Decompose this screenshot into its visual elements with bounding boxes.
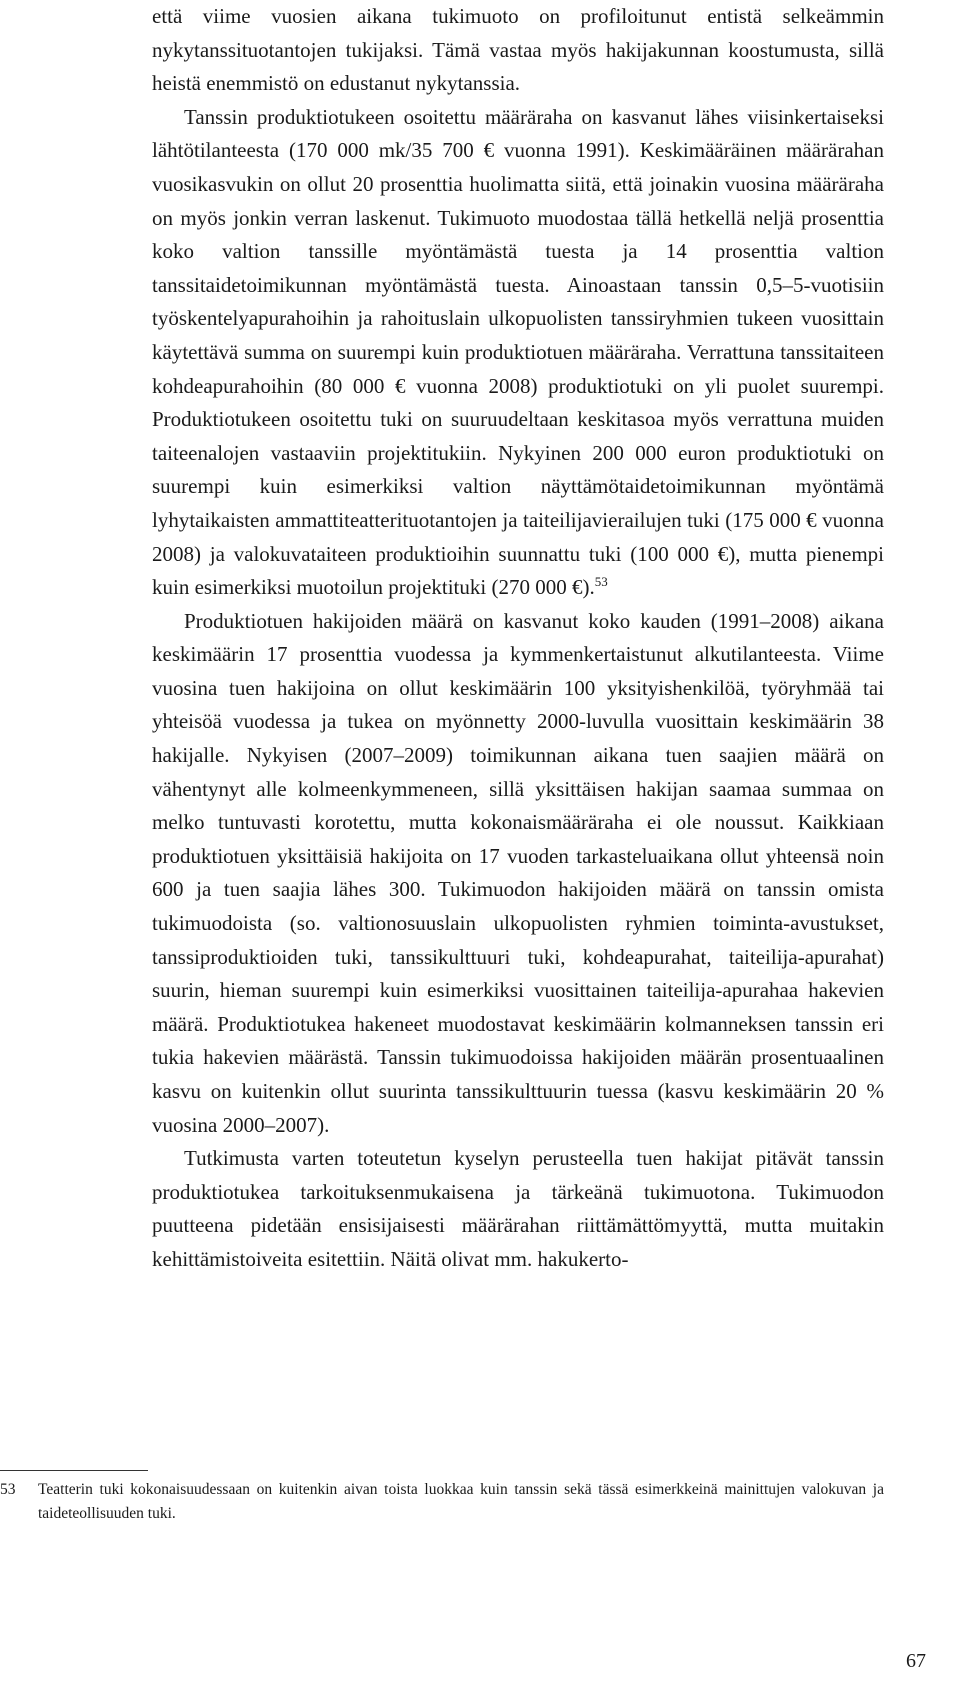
paragraph-2-text: Tanssin produktiotukeen osoitettu määräraha on kasvanut lähes viisinkertaiseksi lähtötilanteesta (170 000 mk/35 700 € vuonna 1991). Keskimääräinen määrärahan vuosikasvukin on ollut 20 prosenttia huolimatta siitä, että joinakin vuosina määräraha on myös jonkin verran laskenut. Tukimuoto muodostaa tällä hetkellä neljä prosenttia koko valtion tanssille myöntämästä tuesta ja 14 prosenttia valtion tanssitaidetoimikunnan myöntämästä tuesta. Ainoastaan tanssin 0,5–5-vuotisiin työskentelyapurahoihin ja rahoituslain ulkopuolisten tanssiryhmien tukeen vuosittain käytettävä summa on suurempi kuin produktiotuen määräraha. Verrattuna tanssitaiteen kohdeapurahoihin (80 000 € vuonna 2008) produktiotuki on yli puolet suurempi. Produktiotukeen osoitettu tuki on suuruudeltaan keskitasoa myös verrattuna muiden taiteenalojen vastaaviin projektitukiin. Nykyinen 200 000 euron produktiotuki on suurempi kuin esimerkiksi valtion näyttämötaidetoimikunnan myöntämä lyhytaikaisten ammattiteatterituotantojen ja taiteilijavierailujen tuki (175 000 € vuonna 2008) ja valokuvataiteen produktioihin suunnattu tuki (100 000 €), mutta pienempi kuin esimerkiksi muotoilun projektituki (270 000 €). xyxy=(152,104,884,600)
paragraph-4-text: Tutkimusta varten toteutetun kyselyn perusteella tuen hakijat pitävät tanssin produktiotukea tarkoituksenmukaisena ja tärkeänä tukimuotona. Tukimuodon puutteena pidetään ensisijaisesti määrärahan riittämättömyyttä, mutta muitakin kehittämistoiveita esitettiin. Näitä olivat mm. hakukerto- xyxy=(152,1146,884,1271)
body-text xyxy=(152,0,884,1277)
footnote-reference[interactable]: 53 xyxy=(594,574,608,590)
paragraph-1 xyxy=(152,0,884,101)
footnote-text: Teatterin tuki kokonaisuudessaan on kuitenkin aivan toista luokkaa kuin tanssin sekä tässä esimerkkeinä mainittujen valokuvan ja taideteollisuuden tuki. xyxy=(38,1481,884,1522)
paragraph-4 xyxy=(152,1142,884,1276)
footnote-number: 53 xyxy=(0,1481,16,1498)
paragraph-3-text: Produktiotuen hakijoiden määrä on kasvanut koko kauden (1991–2008) aikana keskimäärin 17 prosenttia vuodessa ja kymmenkertaistunut alkutilanteesta. Viime vuosina tuen hakijoina on ollut keskimäärin 100 yksityishenkilöä, työryhmää tai yhteisöä vuodessa ja tukea on myönnetty 2000-luvulla vuosittain keskimäärin 38 hakijalle. Nykyisen (2007–2009) toimikunnan aikana tuen saajien määrä on vähentynyt alle kolmeenkymmeneen, sillä yksittäisen hakijan saamaa summaa on melko tuntuvasti korotettu, mutta kokonaismääräraha ei ole noussut. Kaikkiaan produktiotuen yksittäisiä hakijoita on 17 vuoden tarkasteluaikana ollut yhteensä noin 600 ja tuen saajia lähes 300. Tukimuodon hakijoiden määrä on tanssin omista tukimuodoista (so. valtionosuuslain ulkopuolisten ryhmien toiminta-avustukset, tanssiproduktioiden tuki, tanssikulttuuri tuki, kohdeapurahat, taiteilija-apurahat) suurin, hieman suurempi kuin esimerkiksi vuosittainen taiteilija-apurahaa hakevien määrä. Produktiotukea hakeneet muodostavat keskimäärin kolmanneksen tanssin eri tukia hakevien määrästä. Tanssin tukimuodoissa hakijoiden määrän prosentuaalinen kasvu on kuitenkin ollut suurinta tanssikulttuurin tuessa (kasvu keskimäärin 20 % vuosina 2000–2007). xyxy=(152,608,884,1137)
paragraph-1-text: että viime vuosien aikana tukimuoto on profiloitunut entistä selkeämmin nykytanssituotantojen tukijaksi. Tämä vastaa myös hakijakunnan koostumusta, sillä heistä enemmistö on edustanut nykytanssia. xyxy=(152,4,884,96)
paragraph-3 xyxy=(152,605,884,1143)
page-number: 67 xyxy=(906,1650,926,1672)
footnote-divider xyxy=(0,1470,148,1471)
paragraph-2 xyxy=(152,101,884,605)
